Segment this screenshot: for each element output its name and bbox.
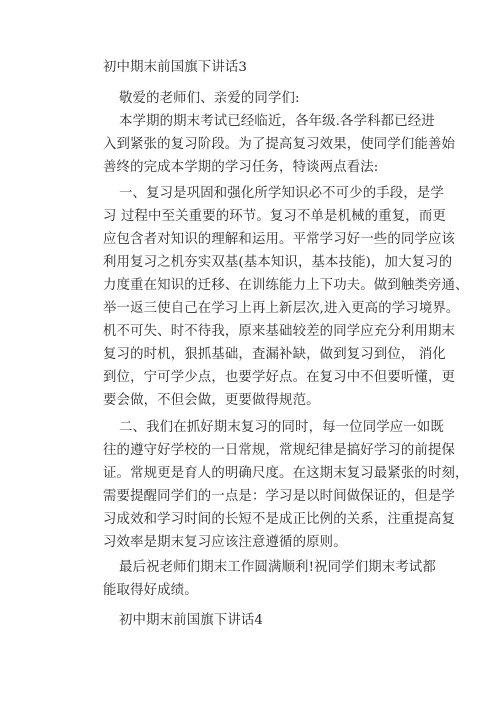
paragraph-3-line: 证。常规更是育人的明确尺度。在这期末复习最紧张的时刻， (103, 466, 469, 481)
paragraph-2-line: 一、复习是巩固和强化所学知识必不可少的手段，是学 (119, 186, 444, 201)
paragraph-1-line: 入到紧张的复习阶段。为了提高复习效果，使同学们能善始 (103, 137, 456, 152)
paragraph-3-line: 需要提醒同学们的一点是：学习是以时间做保证的，但是学 (103, 489, 456, 504)
paragraph-2-line: 到位，宁可学少点，也要学好点。在复习中不但要听懂，更 (103, 370, 456, 385)
paragraph-3-line: 习效率是期末复习应该注意遵循的原则。 (103, 535, 347, 550)
paragraph-2-line: 复习的时机，狠抓基础，査漏补缺，做到复习到位， 消化 (103, 347, 446, 362)
section-heading-3: 初中期末前国旗下讲话3 (103, 60, 248, 75)
section-heading-4: 初中期末前国旗下讲话4 (119, 613, 264, 628)
paragraph-3-line: 往的遵守好学校的一日常规，常规纪律是搞好学习的前提保 (103, 443, 456, 458)
paragraph-2-line: 要会做，不但会做，更要做得规范。 (103, 393, 320, 408)
paragraph-4-line: 能取得好成绩。 (103, 583, 198, 598)
paragraph-3-line: 二、我们在抓好期末复习的同时，每一位同学应一如既 (119, 420, 444, 435)
greeting-line: 敬爱的老师们、亲爱的同学们: (119, 91, 300, 106)
paragraph-2-line: 习 过程中至关重要的环节。复习不单是机械的重复，而更 (103, 209, 446, 224)
paragraph-2-line: 应包含者对知识的理解和运用。平常学习好一些的同学应该 (103, 232, 456, 247)
paragraph-2-line: 举一返三使自己在学习上再上新层次,进入更高的学习境界。 (103, 301, 460, 316)
paragraph-4-line: 最后祝老师们期末工作圆满顺利!祝同学们期末考试都 (119, 560, 436, 575)
paragraph-1-line: 善终的完成本学期的学习任务，特谈两点看法: (103, 160, 379, 175)
paragraph-1-line: 本学期的期末考试已经临近，各年级.各学科都已经进 (119, 114, 435, 129)
paragraph-2-line: 利用复习之机夯实双基(基本知识，基本技能)，加大复习的 (103, 255, 453, 270)
paragraph-3-line: 习成效和学习时间的长短不是成正比例的关系，注重提高复 (103, 512, 456, 527)
paragraph-2-line: 力度重在知识的迁移、在训练能力上下功夫。做到触类旁通、 (103, 278, 469, 293)
paragraph-2-line: 机不可失、时不待我，原来基础较差的同学应充分利用期末 (103, 324, 456, 339)
